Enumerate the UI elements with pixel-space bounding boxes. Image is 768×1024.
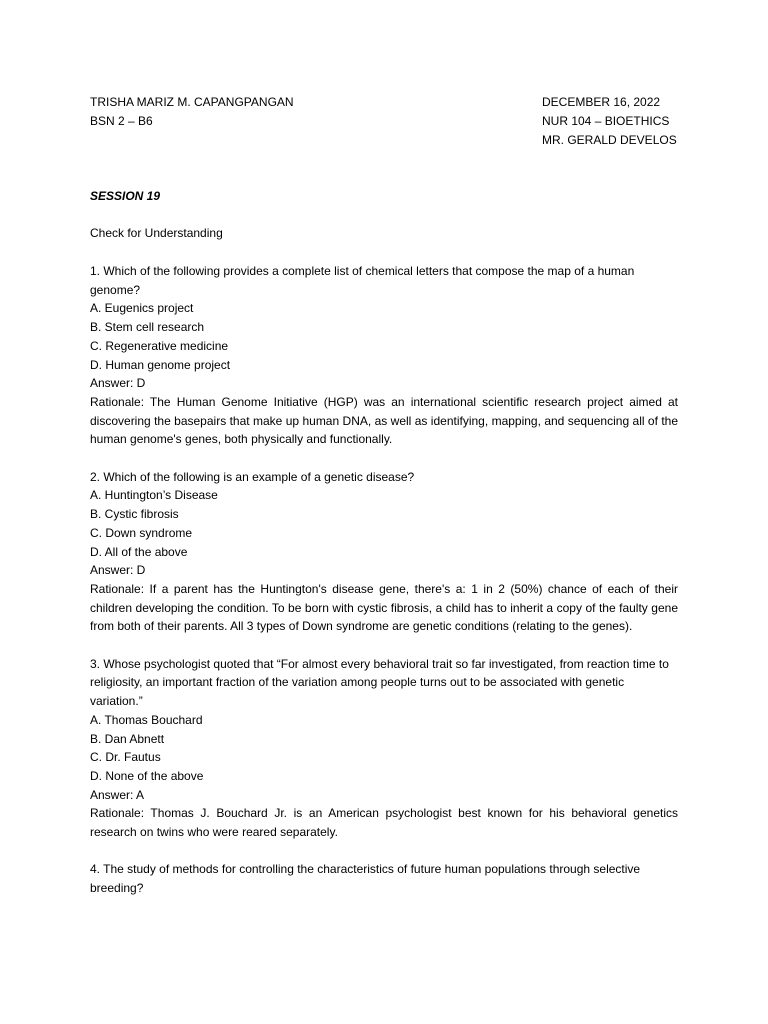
question-text: 3. Whose psychologist quoted that “For almost every behavioral trait so far investigated, from reaction time to religiosity, an important fraction of the variation among people turns out to be associated with genetic variation.” — [90, 656, 669, 709]
option-b: B. Dan Abnett — [90, 731, 165, 746]
answer: Answer: D — [90, 376, 146, 391]
answer: Answer: D — [90, 563, 146, 578]
question-text: 2. Which of the following is an example of a genetic disease? — [90, 469, 415, 484]
student-name: TRISHA MARIZ M. CAPANGPANGAN — [90, 95, 294, 109]
option-a: A. Thomas Bouchard — [90, 712, 203, 727]
answer: Answer: A — [90, 787, 145, 802]
option-d: D. None of the above — [90, 768, 204, 783]
option-c: C. Down syndrome — [90, 525, 193, 540]
question-4 — [90, 860, 678, 897]
option-b: B. Stem cell research — [90, 320, 205, 335]
instructor-name: MR. GERALD DEVELOS — [542, 133, 677, 147]
option-d: D. All of the above — [90, 544, 188, 559]
question-1 — [90, 262, 678, 449]
rationale: Rationale: Thomas J. Bouchard Jr. is an American psychologist best known for his behavioral genetics research on twins who were reared separately. — [90, 806, 678, 840]
rationale: Rationale: If a parent has the Huntington's disease gene, there's a: 1 in 2 (50%) chance of each of their children developing the condition. To be born with cystic fibrosis, a child has to inherit a copy of the faulty gene from both of their parents. All 3 types of Down syndrome are genetic conditions (relating to the genes). — [90, 581, 678, 634]
question-2 — [90, 468, 678, 636]
option-c: C. Regenerative medicine — [90, 338, 229, 353]
option-a: A. Huntington’s Disease — [90, 488, 218, 503]
question-list — [90, 262, 678, 917]
question-text: 1. Which of the following provides a complete list of chemical letters that compose the map of a human genome? — [90, 264, 635, 297]
header-left — [90, 93, 294, 131]
student-section: BSN 2 – B6 — [90, 114, 153, 128]
header-right — [542, 93, 677, 150]
document-date: DECEMBER 16, 2022 — [542, 95, 661, 109]
section-title: Check for Understanding — [90, 226, 223, 240]
rationale: Rationale: The Human Genome Initiative (HGP) was an international scientific research project aimed at discovering the basepairs that make up human DNA, as well as identifying, mapping, and sequencing all of the human genome's genes, both physically and functionally. — [90, 394, 678, 447]
question-3 — [90, 655, 678, 842]
option-a: A. Eugenics project — [90, 301, 194, 316]
question-text: 4. The study of methods for controlling the characteristics of future human populations through selective breeding? — [90, 862, 641, 896]
option-c: C. Dr. Fautus — [90, 750, 161, 765]
session-title: SESSION 19 — [90, 189, 161, 203]
option-d: D. Human genome project — [90, 357, 231, 372]
option-b: B. Cystic fibrosis — [90, 507, 179, 522]
course-name: NUR 104 – BIOETHICS — [542, 114, 670, 128]
